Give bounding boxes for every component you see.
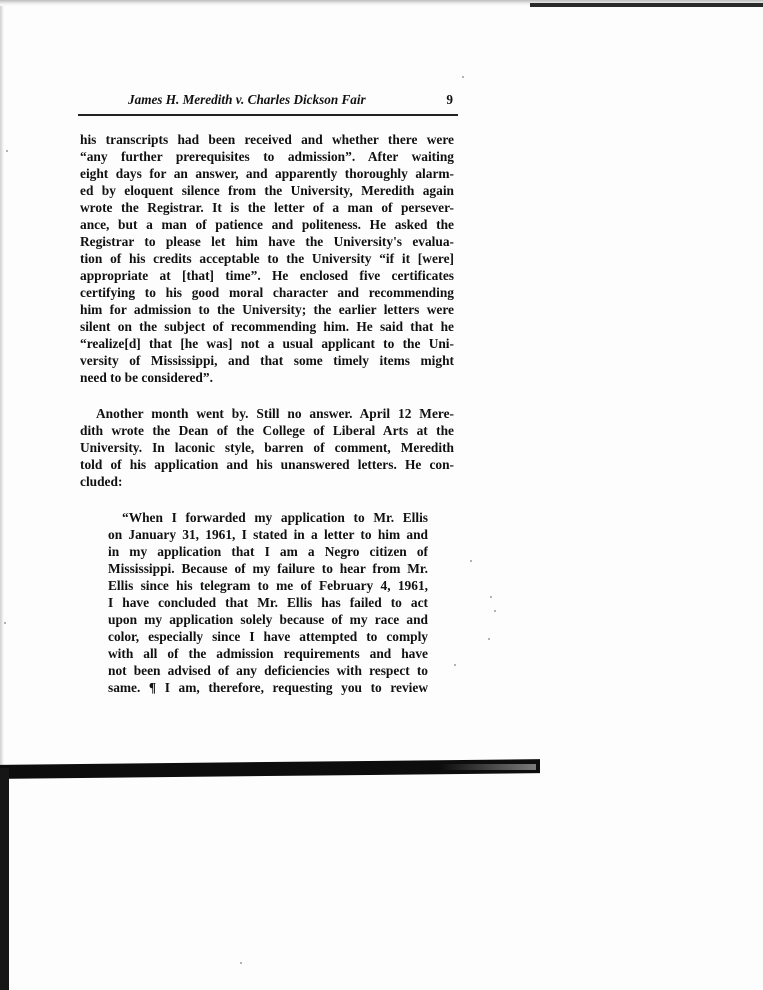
quote-line: not been advised of any deficiencies with respect to bbox=[108, 663, 428, 678]
scan-left-bar bbox=[0, 768, 9, 990]
scan-speck bbox=[240, 962, 242, 964]
quote-line: color, especially since I have attempted to comply bbox=[108, 629, 428, 644]
quote-line: Ellis since his telegram to me of February 4, 1961, bbox=[108, 578, 428, 593]
scan-speck bbox=[494, 610, 496, 612]
text-line: silent on the subject of recommending him. He said that he bbox=[80, 319, 454, 334]
quote-line: upon my application solely because of my race and bbox=[108, 612, 428, 627]
running-head-title: James H. Meredith v. Charles Dickson Fair bbox=[128, 92, 366, 107]
text-line: certifying to his good moral character and recommending bbox=[80, 285, 454, 300]
scan-bottom-band-taper bbox=[440, 764, 536, 770]
scan-speck bbox=[454, 664, 456, 666]
quote-line: I have concluded that Mr. Ellis has failed to act bbox=[108, 595, 428, 610]
page-number: 9 bbox=[446, 92, 453, 107]
quote-line: Mississippi. Because of my failure to hear from Mr. bbox=[108, 561, 428, 576]
text-line: Registrar to please let him have the University's evalua- bbox=[80, 234, 454, 249]
running-head bbox=[78, 92, 455, 110]
text-line: ed by eloquent silence from the University, Meredith again bbox=[80, 183, 454, 198]
running-head-rule bbox=[78, 114, 458, 116]
text-line: ance, but a man of patience and politeness. He asked the bbox=[80, 217, 454, 232]
scan-top-mark bbox=[530, 3, 763, 7]
text-line: versity of Mississippi, and that some timely items might bbox=[80, 353, 454, 368]
text-line: “realize[d] that [he was] not a usual applicant to the Uni- bbox=[80, 336, 454, 351]
quote-line: “When I forwarded my application to Mr. Ellis bbox=[122, 510, 428, 525]
text-line: tion of his credits acceptable to the University “if it [were] bbox=[80, 251, 454, 266]
text-line: Another month went by. Still no answer. April 12 Mere- bbox=[96, 406, 454, 421]
quote-line: on January 31, 1961, I stated in a letter to him and bbox=[108, 527, 428, 542]
scan-speck bbox=[490, 596, 492, 598]
text-line: him for admission to the University; the earlier letters were bbox=[80, 302, 454, 317]
scan-speck bbox=[462, 76, 464, 78]
text-line: appropriate at [that] time”. He enclosed five certificates bbox=[80, 268, 454, 283]
text-line: cluded: bbox=[80, 474, 123, 489]
text-line: “any further prerequisites to admission”. After waiting bbox=[80, 149, 454, 164]
text-line: wrote the Registrar. It is the letter of a man of persever- bbox=[80, 200, 454, 215]
quote-line: with all of the admission requirements and have bbox=[108, 646, 428, 661]
scan-speck bbox=[488, 638, 490, 640]
scan-speck bbox=[6, 150, 8, 152]
text-line: University. In laconic style, barren of comment, Meredith bbox=[80, 440, 454, 455]
text-line: his transcripts had been received and whether there were bbox=[80, 132, 454, 147]
quote-line: same. ¶ I am, therefore, requesting you to review bbox=[108, 680, 428, 695]
text-line: dith wrote the Dean of the College of Liberal Arts at the bbox=[80, 423, 454, 438]
text-line: told of his application and his unanswered letters. He con- bbox=[80, 457, 454, 472]
scan-speck bbox=[470, 560, 472, 562]
text-line: eight days for an answer, and apparently thoroughly alarm- bbox=[80, 166, 454, 181]
quote-line: in my application that I am a Negro citizen of bbox=[108, 544, 428, 559]
text-line: need to be considered”. bbox=[80, 370, 213, 385]
scan-speck bbox=[4, 622, 6, 624]
